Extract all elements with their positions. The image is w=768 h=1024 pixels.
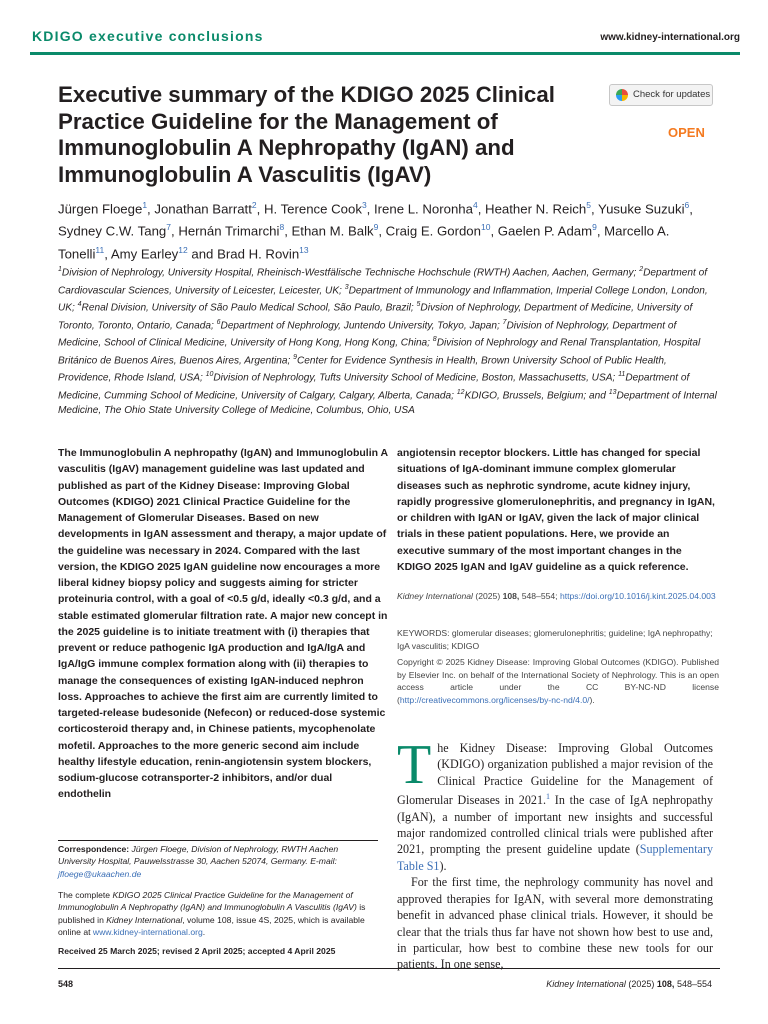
author-affiliation-ref[interactable]: 5 [586,200,591,210]
author-affiliation-ref[interactable]: 12 [178,244,188,255]
author-name: Brad H. Rovin [217,246,300,262]
footer-pages: 548–554 [676,979,712,989]
affiliation-text: Department of Nephrology, Juntendo University, Tokyo, Japan; [220,320,500,332]
affiliation-text: KDIGO, Brussels, Belgium; and [464,390,606,402]
affiliation-text: Department of Cardiovascular Sciences, University of Leicester, Leicester, UK; [58,267,708,296]
footer-journal: Kidney International [546,979,626,989]
author-list: Jürgen Floege$^1$, Jonathan Barratt$^2$, H. Terence Cook$^3$, Irene L. Noronha$^4$, Heather N. Reich$^5$, Yusuke Suzuki$^6$, Sydney C.W. Tang$^7$, Hernán Trimarchi$^8$, Ethan M. Balk$^9$, Craig E. Gordon$^{10}$, Gaelen P. Adam$^9$, Marcello A. Tonelli$^{11}$, Amy Earley$^{12}$ and Brad H. Rovin$^{13}$ [58,200,693,262]
affiliation-number: 11 [618,371,626,379]
copyright-end: ). [589,694,595,705]
page-number: 548 [58,979,74,989]
affiliation-number: 9 [293,353,298,361]
affiliation-text: Department of Medicine, Cumming School of Medicine, University of Calgary, Calgary, Alberta, Canada; [58,372,690,402]
affiliation-number: 4 [77,301,82,309]
body-p1b: In the case of IgA nephropathy (IgAN), a number of important new insights and successful major randomized controlled clinical trials were published after 2021, prompting the present guideline update ( [397,793,714,857]
affiliation-text: Division of Nephrology, Department of Medicine, School of Clinical Medicine, University of Hong Kong, Hong Kong, China; [58,320,677,349]
author-name: Amy Earley [110,246,179,262]
author-affiliation-ref[interactable]: 10 [480,222,491,233]
correspondence [58,843,378,880]
note-journal: Kidney International [106,914,183,925]
affiliation-number: 3 [344,283,349,291]
author-name: H. Terence Cook [263,201,362,217]
license-link[interactable]: http://creativecommons.org/licenses/by-nc-nd/4.0/ [399,694,590,705]
author-name: Yusuke Suzuki [598,201,685,217]
open-access-badge: OPEN [668,125,705,140]
author-name: Hernán Trimarchi [178,223,280,239]
journal-url[interactable]: www.kidney-international.org [600,32,740,43]
author-affiliation-ref[interactable]: 9 [373,222,379,233]
affiliation-text: Division of Nephrology and Renal Transplantation, Hospital Británico de Buenos Aires, Buenos Aires, Argentina; [58,337,701,367]
check-for-updates-button[interactable] [609,84,713,106]
affiliation-text: Division of Nephrology, Tufts University School of Medicine, Boston, Massachusetts, USA; [213,372,616,384]
citation-volume: 108, [502,591,520,601]
affiliation-number: 5 [416,301,421,309]
author-name: Marcello A. Tonelli [58,223,670,262]
affiliation-text: Center for Evidence Synthesis in Health, Brown University School of Public Health, Providence, Rhode Island, USA; [58,355,667,384]
footer-citation [546,979,712,989]
copyright-text: Copyright © 2025 Kidney Disease: Improving Global Outcomes (KDIGO). Published by Elsevier Inc. on behalf of the International Society of Nephrology. This is an open access article under the CC BY-NC-ND license ( [397,657,719,705]
affiliation-number: 7 [502,318,507,326]
body-p1a: he Kidney Disease: Improving Global Outcomes (KDIGO) organization published a major revision of the Clinical Practice Guideline for the Management of Glomerular Diseases in 2021. [397,741,713,808]
body-text [397,734,714,973]
author-affiliation-ref[interactable]: 8 [279,222,285,233]
note-c: , volume 108, issue 4S, 2025, which is available online at [58,914,365,938]
author-name: Heather N. Reich [485,201,587,217]
author-affiliation-ref[interactable]: 1 [142,200,148,210]
citation [397,590,719,603]
affiliation-text: Renal Division, University of São Paulo Medical School, São Paulo, Brazil; [81,302,414,314]
body-p2: For the first time, the nephrology community has novel and approved therapies for IgAN, with several more demonstrating benefit in advanced phase clinical trials. However, it should be clear that the trials thus far have not shown how best to use and, in particular, how best to combine these new tools for our patients. In one sense, [397,875,713,972]
section-label: KDIGO executive conclusions [32,28,264,44]
supplementary-table-link[interactable]: Supplementary Table S1 [397,842,713,873]
affiliation-number: 8 [432,336,437,344]
affiliation-number: 12 [456,388,465,396]
complete-guideline-note [58,889,378,939]
author-affiliation-ref[interactable]: 13 [299,244,309,255]
author-affiliation-ref[interactable]: 11 [95,244,105,255]
check-for-updates-label: Check for updates [633,89,711,100]
author-name: Gaelen P. Adam [497,223,593,239]
abstract-column-1: The Immunoglobulin A nephropathy (IgAN) and Immunoglobulin A vasculitis (IgAV) management guideline was last updated and published as part of the Kidney Disease: Improving Global Outcomes (KDIGO) 2021 Clinical Practice Guideline for the Management of Glomerular Diseases. Based on new developments in IgAN assessment and therapy, a major update of the guideline was necessary in 2024. Compared with the last version, the KDIGO 2025 IgAN guideline now encourages a more liberal kidney biopsy policy and suggests aiming for stricter proteinuria control, with a goal of <0.5 g/d, ideally <0.3 g/d, and a stable estimated glomerular filtration rate. A major new concept in the 2025 guideline is to initiate treatment with (i) therapies that prevent or reduce pathogenic IgA production and IgA/IgA and IgA/IgG immune complex formation along with (ii) therapies to manage the consequences of existing IgAN-induced nephron loss. Approaches to achieve the first aim are currently limited to targeted-release budesonide (Nefecon) or reduced-dose systemic corticosteroid therapy and, in Chinese patients, mycophenolate mofetil. Approaches to the more generic second aim include healthy lifestyle education, renin-angiotensin system blockers, sodium-glucose cotransporter-2 inhibitors, and/or dual endothelin [58,447,388,801]
affiliation-text: Department of Immunology and Inflammation, Imperial College London, London, UK; [58,284,708,314]
correspondence-label: Correspondence: [58,844,130,854]
author-name: Irene L. Noronha [374,201,473,217]
author-affiliation-ref[interactable]: 9 [592,222,597,233]
affiliation-number: 2 [639,266,644,273]
affiliation-text: Division of Nephrology, University Hospital, Rheinisch-Westfälische Technische Hochschule (RWTH) Aachen, Aachen, Germany; [61,267,637,279]
affiliations [58,263,720,418]
citation-pages: 548–554; [521,591,558,601]
affiliation-number: 10 [205,371,214,379]
note-a: The complete [58,890,113,900]
note-end: . [202,927,206,938]
received-dates: Received 25 March 2025; revised 2 April 2025; accepted 4 April 2025 [58,946,336,956]
author-name: Jürgen Floege [58,201,143,217]
author-name: Craig E. Gordon [385,223,481,239]
affiliation-number: 6 [216,318,221,326]
author-name: Jonathan Barratt [154,201,252,217]
author-affiliation-ref[interactable]: 4 [472,200,478,210]
ref-1-link[interactable]: 1 [546,792,551,802]
footnote-divider [58,840,378,841]
author-affiliation-ref[interactable]: 3 [361,200,367,210]
author-affiliation-ref[interactable]: 2 [251,200,257,210]
affiliation-number: 1 [58,266,62,273]
affiliation-text: Divsion of Nephrology, Department of Medicine, University of Toronto, Toronto, Ontario, Canada; [58,302,693,332]
copyright [397,656,719,706]
affiliation-text: Department of Internal Medicine, The Ohio State University College of Medicine, Columbus, Ohio, USA [58,390,717,416]
email-link[interactable]: jfloege@ukaachen.de [58,868,142,879]
author-affiliation-ref[interactable]: 6 [684,200,690,210]
dropcap: T [397,734,432,796]
body-p1end: ). [439,858,447,873]
journal-site-link[interactable]: www.kidney-international.org [92,927,203,938]
keywords: KEYWORDS: glomerular diseases; glomerulonephritis; guideline; IgA nephropathy; IgA vasculitis; KDIGO [397,628,713,651]
correspondence-text: Jürgen Floege, Division of Nephrology, RWTH Aachen University Hospital, Pauwelsstrasse 30, Aachen 52074, Germany. E-mail: [58,844,339,867]
abstract-column-2: angiotensin receptor blockers. Little has changed for special situations of IgA-dominant immune complex glomerular diseases such as nephrotic syndrome, acute kidney injury, rapidly progressive glomerulonephritis, and pregnancy in IgAN, or children with IgAN or IgAV, given the lack of major clinical trials in these patient populations. Here, we provide an executive summary of the most important changes in the KDIGO 2025 IgAN and IgAV guideline as a quick reference. [397,447,715,573]
note-guideline-title: KDIGO 2025 Clinical Practice Guideline for the Management of Immunoglobulin A Nephropathy (IgAN) and Immunoglobulin A Vasculitis (IgAV) [58,890,357,913]
footer-year: (2025) [628,979,655,989]
doi-link[interactable]: https://doi.org/10.1016/j.kint.2025.04.003 [559,591,716,601]
footer-volume: 108, [656,979,675,989]
article-title: Executive summary of the KDIGO 2025 Clinical Practice Guideline for the Management of Immunoglobulin A Nephropathy (IgAN) and Immunoglobulin A Vasculitis (IgAV) [58,82,555,187]
citation-journal: Kidney International [397,591,473,601]
author-name: Sydney C.W. Tang [58,223,167,239]
author-affiliation-ref[interactable]: 7 [166,222,171,233]
note-b: is published in [58,902,366,925]
citation-year: (2025) [475,591,501,601]
affiliation-number: 13 [608,388,617,396]
author-name: Ethan M. Balk [291,223,374,239]
crossmark-icon [616,89,628,101]
